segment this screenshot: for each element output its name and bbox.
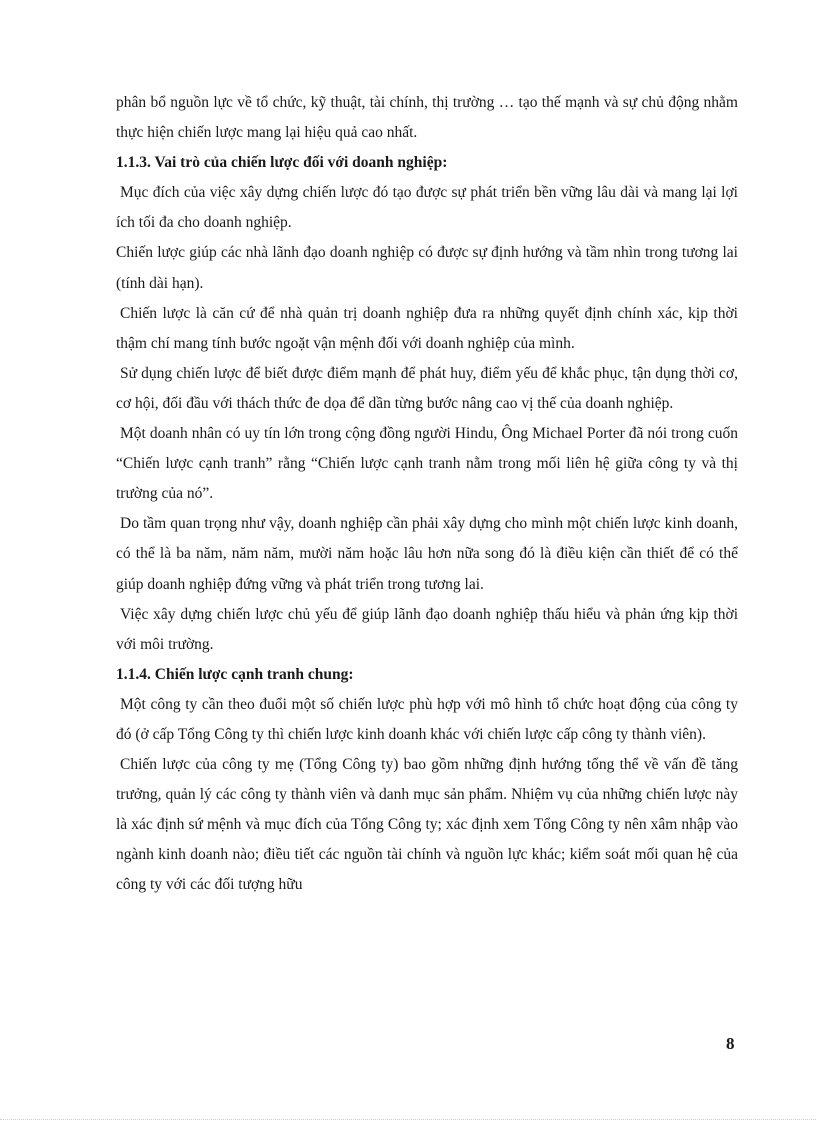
section-heading-1-1-3: 1.1.3. Vai trò của chiến lược đối với doanh nghiệp: [116,154,448,172]
paragraph: Một doanh nhân có uy tín lớn trong cộng đồng người Hindu, Ông Michael Porter đã nói trong cuốn “Chiến lược cạnh tranh” rằng “Chiến lược cạnh tranh nằm trong mối liên hệ giữa công ty và thị trường của nó”. [116,425,738,503]
paragraph: Việc xây dựng chiến lược chủ yếu để giúp lãnh đạo doanh nghiệp thấu hiểu và phản ứng kịp thời với môi trường. [116,605,738,653]
document-body [116,88,738,901]
paragraph: Chiến lược của công ty mẹ (Tổng Công ty) bao gồm những định hướng tổng thể về vấn đề tăng trưởng, quản lý các công ty thành viên và danh mục sản phẩm. Nhiệm vụ của những chiến lược này là xác định sứ mệnh và mục đích của Tổng Công ty; xác định xem Tổng Công ty nên xâm nhập vào ngành kinh doanh nào; điều tiết các nguồn tài chính và nguồn lực khác; kiểm soát mối quan hệ của công ty với các đối tượng hữu [116,756,738,894]
paragraph: phân bổ nguồn lực về tổ chức, kỹ thuật, tài chính, thị trường … tạo thế mạnh và sự chủ động nhằm thực hiện chiến lược mang lại hiệu quả cao nhất. [116,94,738,142]
paragraph: Mục đích của việc xây dựng chiến lược đó tạo được sự phát triển bền vững lâu dài và mang lại lợi ích tối đa cho doanh nghiệp. [116,184,738,232]
page-bottom-divider [0,1119,816,1120]
paragraph: Do tầm quan trọng như vậy, doanh nghiệp cần phải xây dựng cho mình một chiến lược kinh doanh, có thể là ba năm, năm năm, mười năm hoặc lâu hơn nữa song đó là điều kiện cần thiết để có thể giúp doanh nghiệp đứng vững và phát triển trong tương lai. [116,515,738,593]
paragraph: Chiến lược là căn cứ để nhà quản trị doanh nghiệp đưa ra những quyết định chính xác, kịp thời thậm chí mang tính bước ngoặt vận mệnh đối với doanh nghiệp của mình. [116,304,738,352]
section-heading-1-1-4: 1.1.4. Chiến lược cạnh tranh chung: [116,665,354,683]
paragraph: Một công ty cần theo đuổi một số chiến lược phù hợp với mô hình tổ chức hoạt động của công ty đó (ở cấp Tổng Công ty thì chiến lược kinh doanh khác với chiến lược cấp công ty thành viên). [116,695,738,743]
paragraph: Chiến lược giúp các nhà lãnh đạo doanh nghiệp có được sự định hướng và tầm nhìn trong tương lai (tính dài hạn). [116,244,738,292]
paragraph: Sử dụng chiến lược để biết được điểm mạnh để phát huy, điểm yếu để khắc phục, tận dụng thời cơ, cơ hội, đối đầu với thách thức đe dọa để dần từng bước nâng cao vị thế của doanh nghiệp. [116,364,738,412]
page-number: 8 [726,1034,735,1053]
